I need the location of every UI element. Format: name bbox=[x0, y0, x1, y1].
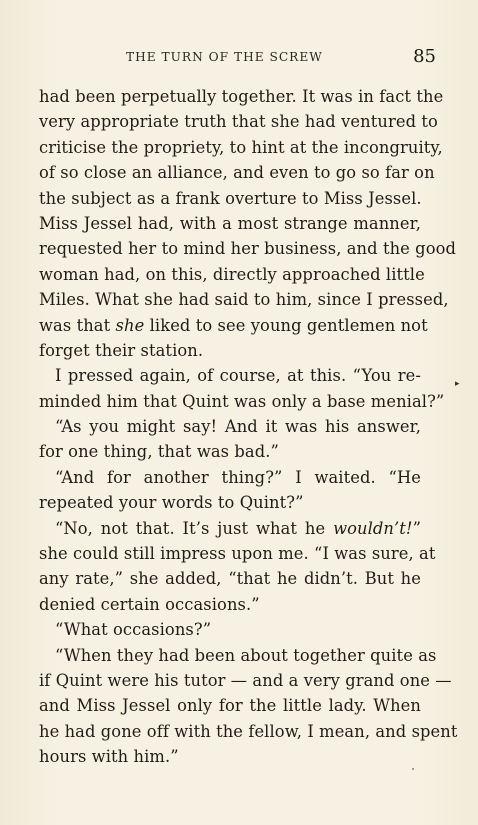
text-line: if Quint were his tutor — and a very grand one — bbox=[39, 670, 452, 690]
running-title: THE TURN OF THE SCREW bbox=[126, 50, 323, 64]
text-line: Miss Jessel had, with a most strange manner, bbox=[39, 213, 421, 233]
text-line: repeated your words to Quint?” bbox=[39, 493, 304, 513]
text-fragment: liked to see young gentlemen not bbox=[149, 315, 428, 335]
text-line: minded him that Quint was only a base menial?” bbox=[39, 391, 445, 411]
text-line: and Miss Jessel only for the little lady. When bbox=[39, 696, 421, 716]
text-line: for one thing, that was bad.” bbox=[39, 442, 279, 462]
italic-emphasis: she bbox=[115, 315, 145, 335]
paper-speck bbox=[412, 768, 414, 770]
text-line: “And for another thing?” I waited. “He bbox=[55, 467, 421, 487]
text-line: Miles. What she had said to him, since I pressed, bbox=[39, 290, 449, 310]
text-line: “When they had been about together quite as bbox=[55, 645, 437, 665]
text-line: of so close an alliance, and even to go so far on bbox=[39, 163, 435, 183]
text-line: requested her to mind her business, and the good bbox=[39, 239, 457, 259]
text-line: “As you might say! And it was his answer, bbox=[55, 417, 421, 437]
text-line: he had gone off with the fellow, I mean, and spent bbox=[39, 721, 458, 741]
text-line bbox=[39, 516, 421, 541]
text-line: criticise the propriety, to hint at the incongruity, bbox=[39, 137, 443, 157]
text-line: I pressed again, of course, at this. “You re- bbox=[55, 366, 421, 386]
text-line: denied certain occasions.” bbox=[39, 594, 260, 614]
text-fragment: “No, not that. It’s just what he bbox=[55, 518, 326, 538]
text-line: any rate,” she added, “that he didn’t. But he bbox=[39, 569, 421, 589]
text-line: forget their station. bbox=[39, 340, 204, 360]
text-line: hours with him.” bbox=[39, 747, 179, 767]
text-line: had been perpetually together. It was in fact the bbox=[39, 87, 444, 106]
text-line: the subject as a frank overture to Miss Jessel. bbox=[39, 188, 422, 208]
margin-mark: ▸ bbox=[455, 379, 460, 389]
italic-emphasis: wouldn’t! bbox=[333, 518, 413, 538]
text-fragment: ” bbox=[412, 518, 421, 538]
text-line: “What occasions?” bbox=[55, 620, 212, 640]
text-line: woman had, on this, directly approached little bbox=[39, 264, 425, 284]
text-fragment: was that bbox=[39, 315, 111, 335]
page-number: 85 bbox=[413, 46, 436, 67]
page-body-text bbox=[39, 84, 458, 770]
running-head bbox=[40, 46, 436, 66]
text-line: very appropriate truth that she had ventured to bbox=[39, 112, 438, 132]
text-line: she could still impress upon me. “I was sure, at bbox=[39, 544, 436, 564]
text-line bbox=[39, 313, 428, 338]
